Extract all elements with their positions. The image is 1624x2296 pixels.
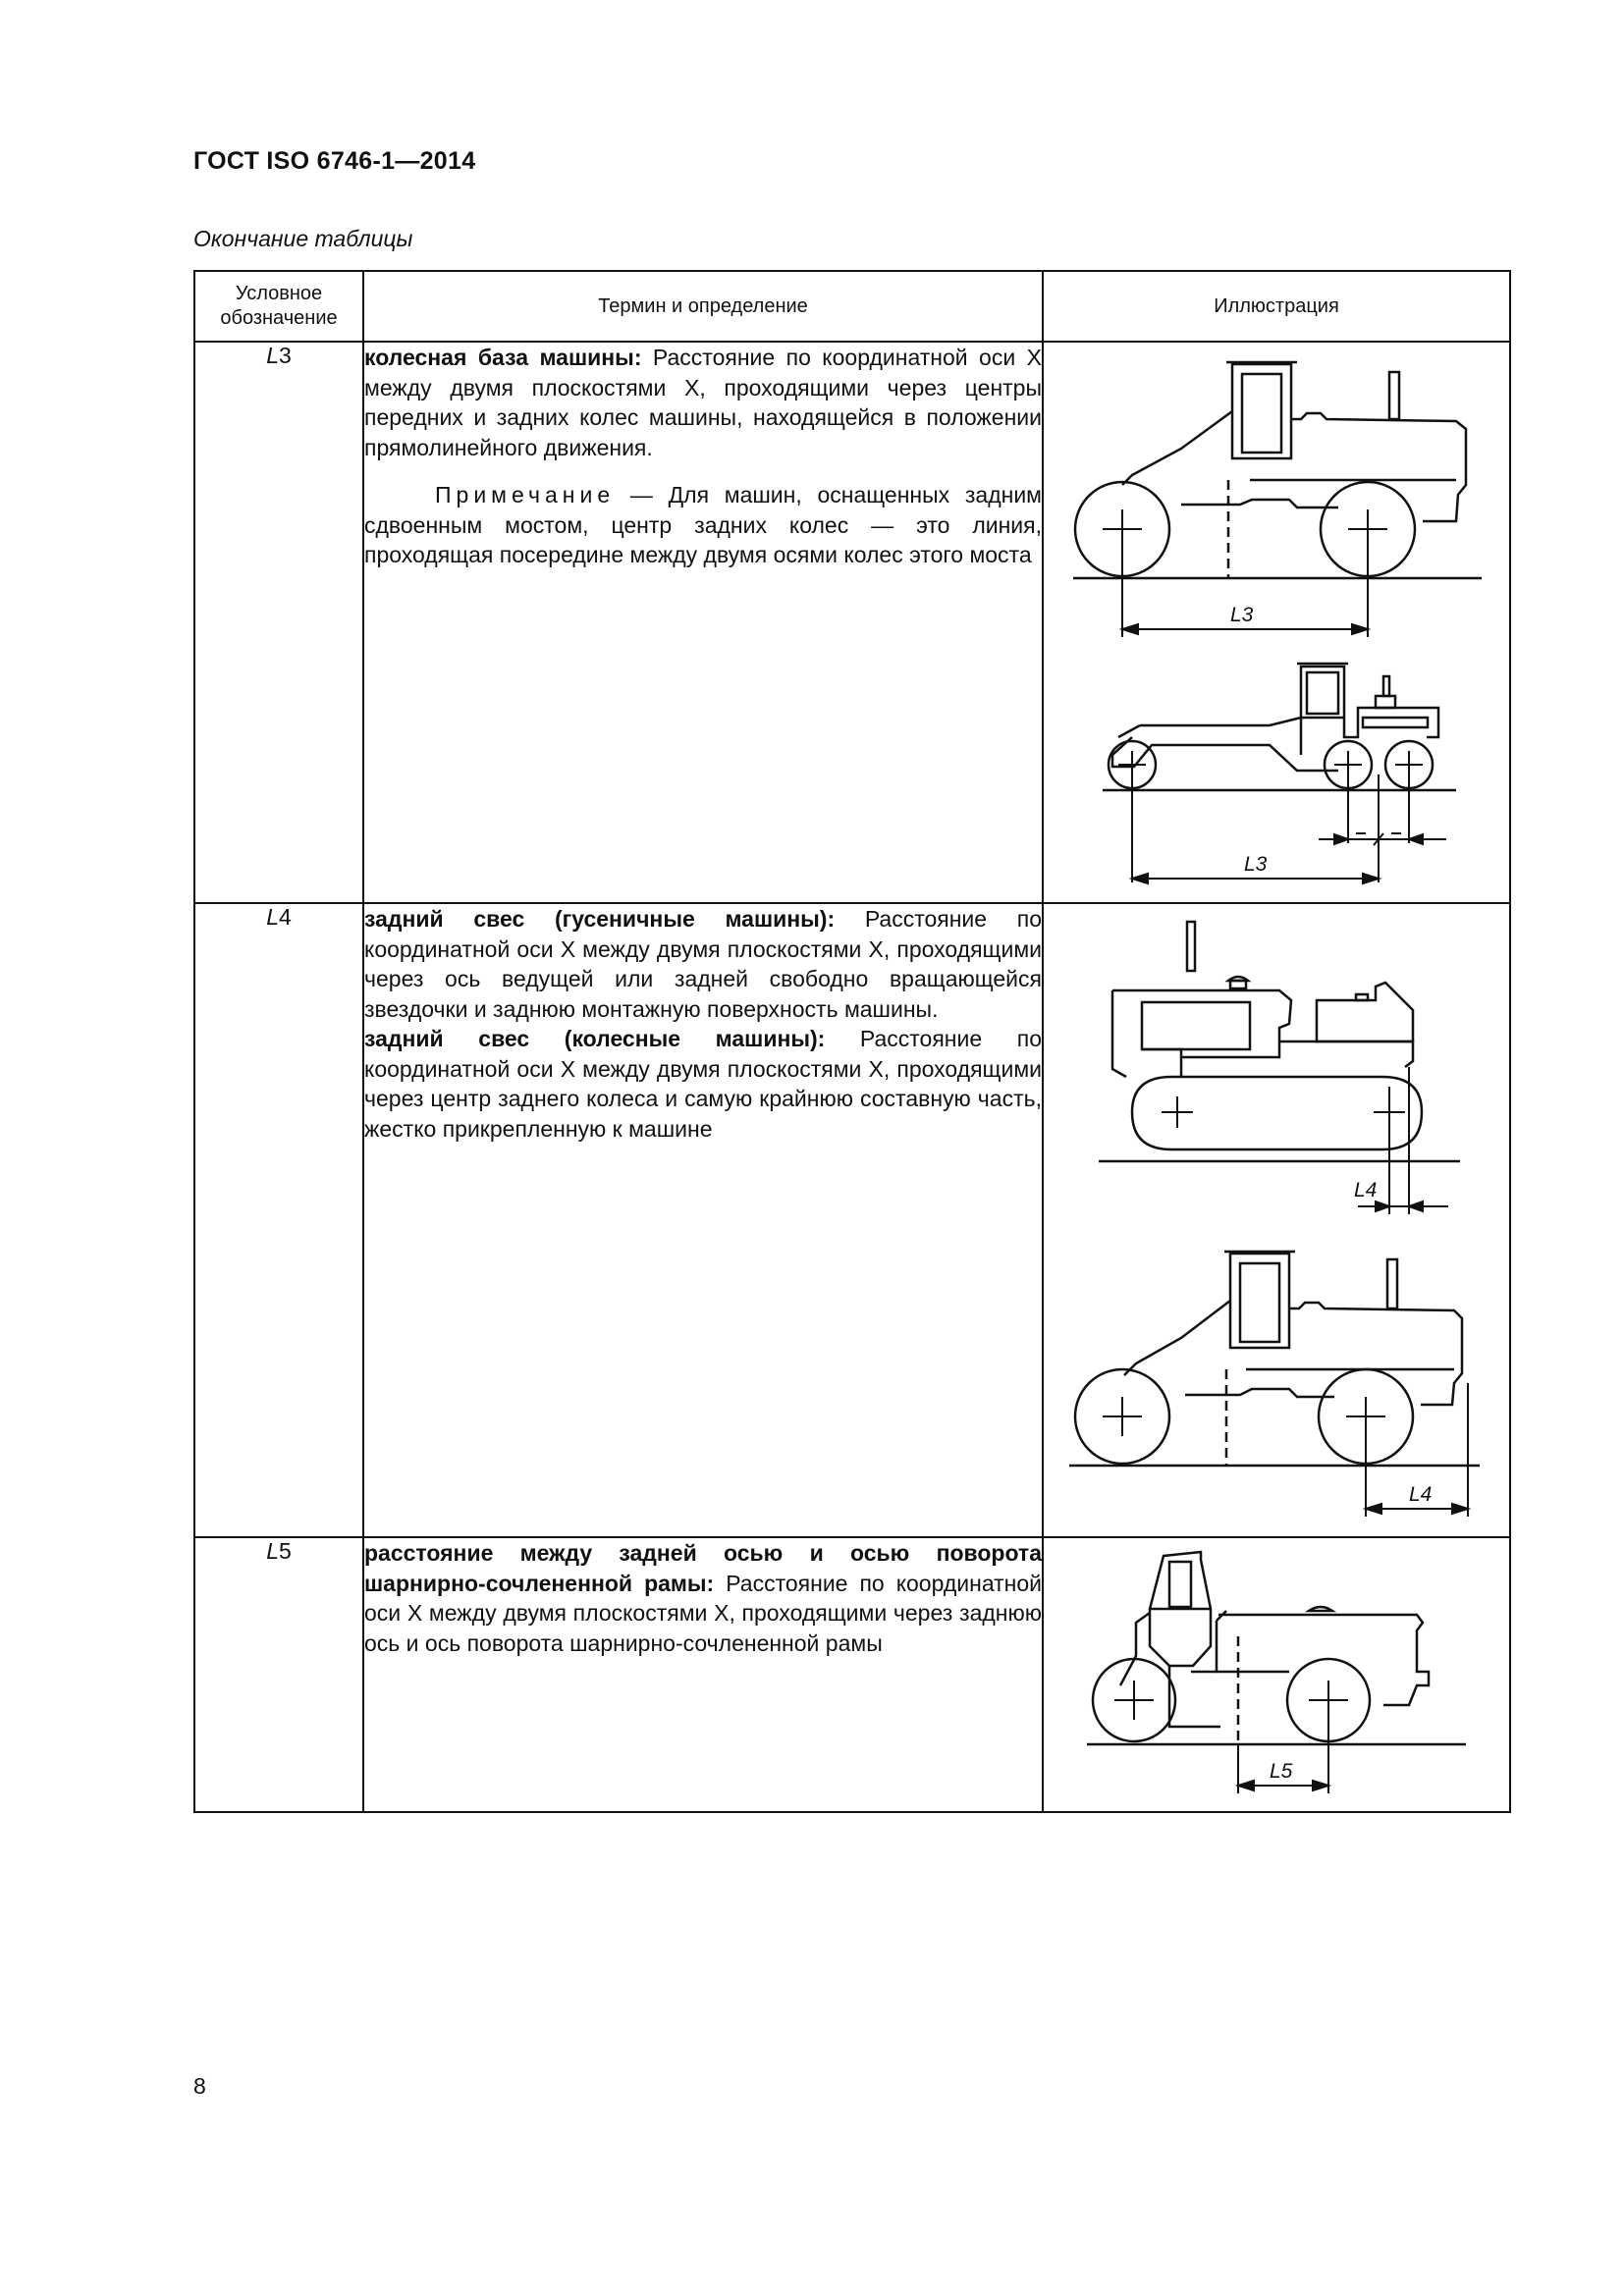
header-illustration: Иллюстрация xyxy=(1043,271,1510,342)
definition-paragraph-2 xyxy=(364,1024,1042,1144)
note-text: — Для машин, оснащенных задним сдвоенным мостом, центр задних колес — это линия, проходящая посередине между двумя осями колес этого моста xyxy=(364,482,1042,567)
document-header: ГОСТ ISO 6746-1—2014 xyxy=(193,147,476,175)
note-paragraph xyxy=(364,480,1042,570)
row-illustration xyxy=(1043,903,1510,1537)
symbol-letter: L xyxy=(266,1538,279,1564)
note-label: Примечание xyxy=(435,482,616,507)
term-bold: задний свес (гусеничные машины): xyxy=(364,906,836,932)
front-body xyxy=(1122,411,1232,485)
symbol-letter: L xyxy=(266,343,279,368)
symbol-number: 3 xyxy=(279,343,292,368)
row-illustration xyxy=(1043,342,1510,903)
page-number: 8 xyxy=(193,2073,206,2099)
dimension-label-l4-top: L4 xyxy=(1354,1179,1378,1201)
row-symbol xyxy=(194,903,363,1537)
header-term: Термин и определение xyxy=(363,271,1043,342)
dimension-label-l4-bottom: L4 xyxy=(1409,1483,1433,1506)
term-bold-2: задний свес (колесные машины): xyxy=(364,1026,826,1051)
exhaust-stack xyxy=(1187,922,1195,971)
row-symbol xyxy=(194,342,363,903)
terms-table xyxy=(193,270,1511,1813)
table-header-row xyxy=(194,271,1510,342)
dimension-label-l3-top: L3 xyxy=(1230,604,1254,626)
exhaust-stack xyxy=(1387,1259,1397,1308)
dimension-label-l3-bottom: L3 xyxy=(1244,853,1268,876)
term-bold: колесная база машины: xyxy=(364,345,642,370)
cab xyxy=(1317,983,1413,1041)
crawler-and-wheel-tractor-figure xyxy=(1044,904,1509,1536)
row-definition xyxy=(363,903,1043,1537)
table-row xyxy=(194,903,1510,1537)
symbol-number: 5 xyxy=(279,1538,292,1564)
definition-text: Расстояние по координатной оси X между двумя плоскостями X, проходящими через заднюю ось и ось поворота шарнирно-сочлененной рамы xyxy=(364,1570,1042,1656)
table-caption: Окончание таблицы xyxy=(193,226,413,251)
exhaust-stack xyxy=(1389,372,1399,419)
definition-text: Расстояние по координатной оси X между двумя плоскостями X, проходящими через центры передних и задних колес машины, находящейся в положении прямолинейного движения. xyxy=(364,345,1042,460)
articulated-loader-figure xyxy=(1044,1538,1509,1811)
symbol-number: 4 xyxy=(279,904,292,930)
definition-text-2: Расстояние по координатной оси X между двумя плоскостями X, проходящими через центр заднего колеса и самую крайнюю составную часть, жестко прикрепленную к машине xyxy=(364,1026,1042,1142)
definition-text: Расстояние по координатной оси X между двумя плоскостями X, проходящими через ось ведущей или задней свободно вращающейся звездочки и заднюю монтажную поверхность машины. xyxy=(364,906,1043,1022)
wheel-loader-and-grader-figure xyxy=(1044,343,1509,902)
hood xyxy=(1291,413,1466,521)
front-frame xyxy=(1120,1613,1150,1685)
row-illustration xyxy=(1043,1537,1510,1812)
definition-paragraph xyxy=(364,343,1042,462)
row-symbol xyxy=(194,1537,363,1812)
row-definition xyxy=(363,342,1043,903)
header-symbol: Условное обозначение xyxy=(194,271,363,342)
table-row xyxy=(194,342,1510,903)
dimension-label-l5: L5 xyxy=(1270,1760,1293,1783)
symbol-letter: L xyxy=(266,904,279,930)
table-row xyxy=(194,1537,1510,1812)
term-bold: расстояние между задней осью и осью поворота шарнирно-сочлененной рамы: xyxy=(364,1540,1042,1596)
definition-paragraph xyxy=(364,1538,1042,1658)
row-definition xyxy=(363,1537,1043,1812)
grader-frame xyxy=(1112,737,1338,771)
engine-hood xyxy=(1112,990,1291,1041)
definition-paragraph xyxy=(364,904,1042,1024)
